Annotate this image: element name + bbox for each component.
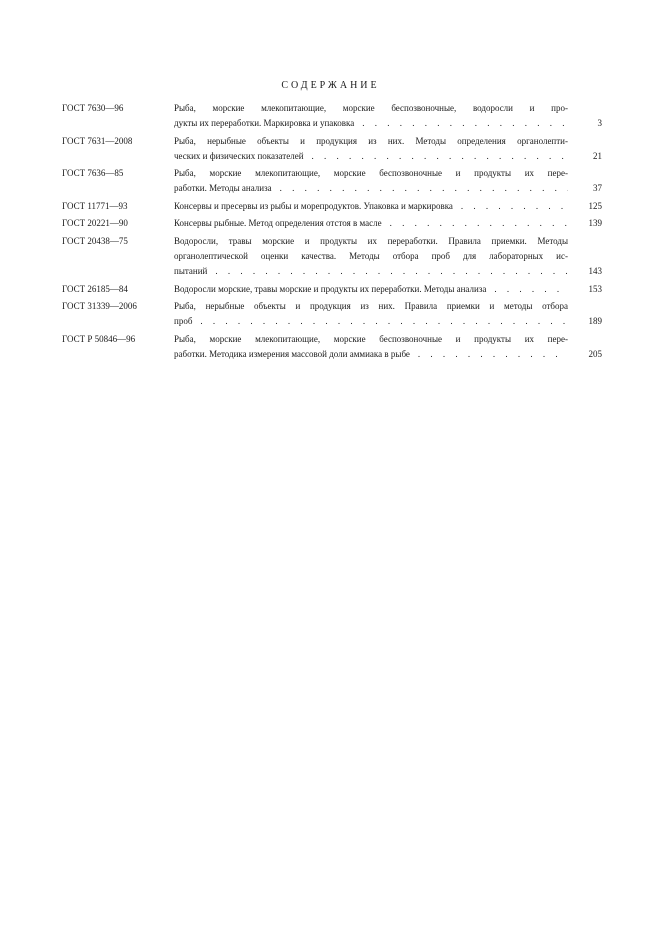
entry-text-line: органолептической оценки качества. Методы отбора проб для лабораторных ис- bbox=[174, 250, 568, 261]
toc-entry bbox=[62, 101, 602, 131]
entry-description bbox=[174, 216, 602, 231]
toc-entry bbox=[62, 299, 602, 329]
standard-code: ГОСТ 20438—75 bbox=[62, 235, 128, 246]
toc-entry bbox=[62, 134, 602, 164]
leader-dots bbox=[362, 116, 568, 131]
leader-dots bbox=[312, 149, 568, 164]
entry-text-line: Рыба, морские млекопитающие, морские беспозвоночные и продукты их пере- bbox=[174, 168, 568, 179]
toc-entry bbox=[62, 234, 602, 279]
standard-code: ГОСТ 31339—2006 bbox=[62, 301, 137, 312]
entry-text-line: пытаний bbox=[174, 265, 208, 276]
entry-text-line: дукты их переработки. Маркировка и упаковка bbox=[174, 118, 355, 128]
page-number: 143 bbox=[588, 265, 602, 276]
leader-dots bbox=[418, 347, 568, 362]
entry-text-line: работки. Методика измерения массовой доли аммиака в рыбе bbox=[174, 348, 410, 359]
entry-description bbox=[174, 166, 602, 196]
entry-text-line: проб bbox=[174, 316, 193, 327]
leader-dots bbox=[215, 264, 568, 279]
toc-entry bbox=[62, 216, 602, 231]
standard-code: ГОСТ 26185—84 bbox=[62, 283, 128, 294]
standard-code: ГОСТ 20221—90 bbox=[62, 218, 128, 229]
standard-code: ГОСТ Р 50846—96 bbox=[62, 333, 136, 344]
leader-dots bbox=[461, 199, 568, 214]
toc-entry bbox=[62, 282, 602, 297]
entry-description bbox=[174, 134, 602, 164]
entry-description bbox=[174, 282, 602, 297]
entry-text-line: Водоросли, травы морские и продукты их переработки. Правила приемки. Методы bbox=[174, 235, 568, 246]
standard-code: ГОСТ 7631—2008 bbox=[62, 135, 133, 146]
standard-code: ГОСТ 11771—93 bbox=[62, 200, 128, 211]
page-number: 153 bbox=[588, 283, 602, 294]
entry-description bbox=[174, 101, 602, 131]
standard-code: ГОСТ 7636—85 bbox=[62, 168, 124, 179]
page-number: 37 bbox=[593, 183, 602, 194]
standard-code: ГОСТ 7630—96 bbox=[62, 103, 124, 113]
entry-description bbox=[174, 199, 602, 214]
entry-description bbox=[174, 299, 602, 329]
leader-dots bbox=[494, 282, 568, 297]
page-title: СОДЕРЖАНИЕ bbox=[281, 80, 380, 91]
leader-dots bbox=[200, 314, 568, 329]
entry-text-line: ческих и физических показателей bbox=[174, 150, 304, 161]
toc-entry bbox=[62, 166, 602, 196]
leader-dots bbox=[280, 181, 568, 196]
entry-text-line: Рыба, морские млекопитающие, морские беспозвоночные и продукты их пере- bbox=[174, 333, 568, 344]
entry-text-line: Рыба, нерыбные объекты и продукция из них. Методы определения органолепти- bbox=[174, 135, 568, 146]
page-number: 189 bbox=[588, 316, 602, 327]
page-number: 21 bbox=[593, 150, 602, 161]
entry-description bbox=[174, 332, 602, 362]
entry-text-line: Рыба, нерыбные объекты и продукция из них. Правила приемки и методы отбора bbox=[174, 301, 568, 312]
page-number: 125 bbox=[588, 200, 602, 211]
toc-entry bbox=[62, 199, 602, 214]
entry-text-line: Рыба, морские млекопитающие, морские беспозвоночные, водоросли и про- bbox=[174, 103, 568, 113]
page-number: 139 bbox=[588, 218, 602, 229]
entry-text-line: Консервы рыбные. Метод определения отстоя в масле bbox=[174, 218, 382, 229]
entry-text-line: Консервы и пресервы из рыбы и морепродуктов. Упаковка и маркировка bbox=[174, 200, 453, 211]
table-of-contents bbox=[62, 101, 602, 364]
leader-dots bbox=[390, 216, 568, 231]
entry-description bbox=[174, 234, 602, 279]
page-number: 3 bbox=[597, 118, 602, 128]
entry-text-line: работки. Методы анализа bbox=[174, 183, 272, 194]
toc-entry bbox=[62, 332, 602, 362]
entry-text-line: Водоросли морские, травы морские и продукты их переработки. Методы анализа bbox=[174, 283, 487, 294]
page-number: 205 bbox=[588, 348, 602, 359]
